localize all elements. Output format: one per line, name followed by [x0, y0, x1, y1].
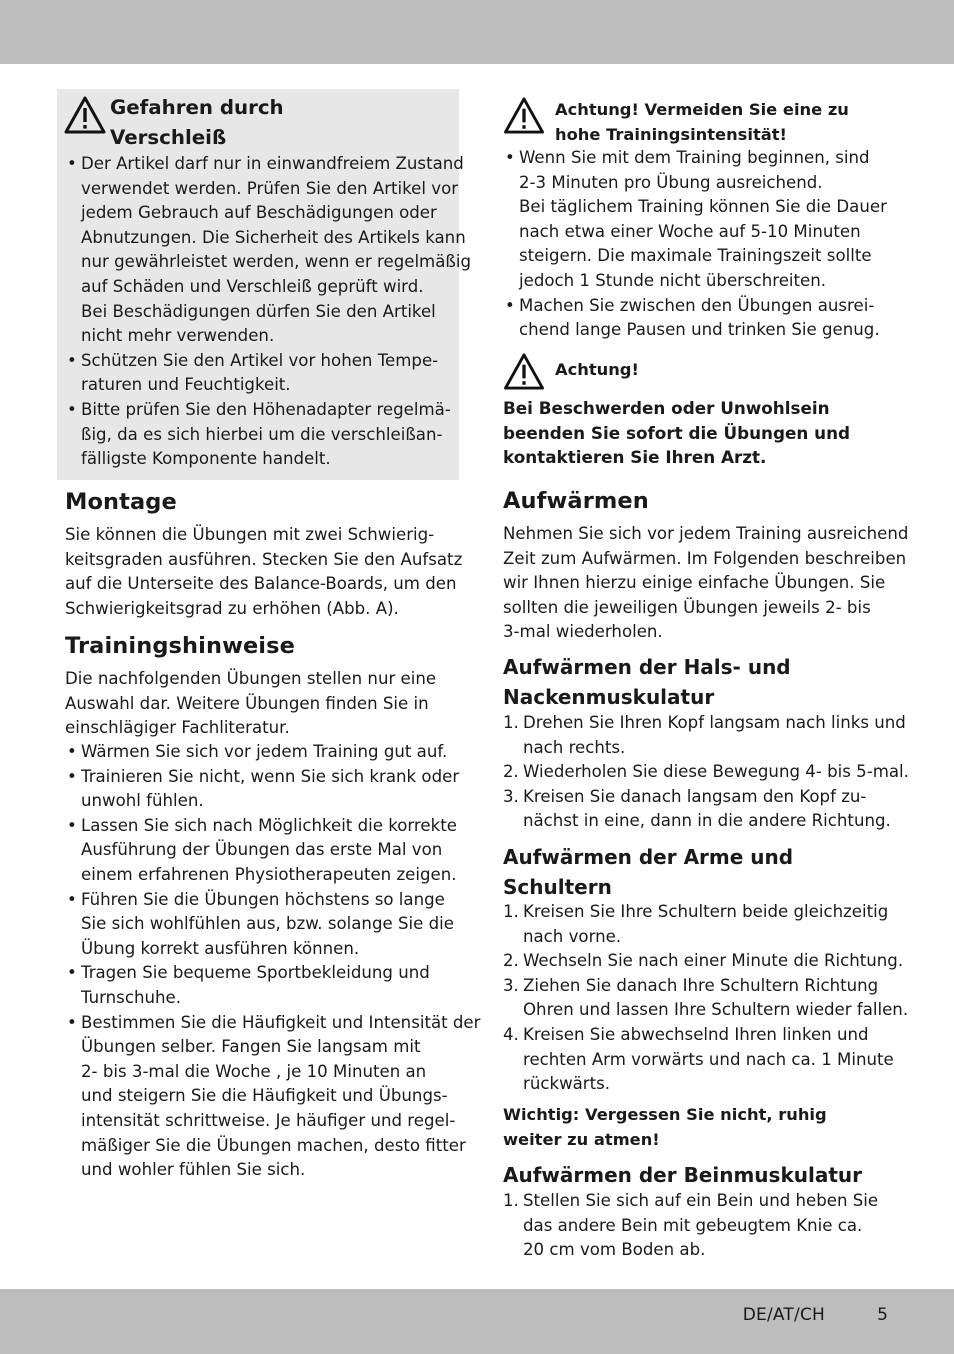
- caution-text: Bei Beschwerden oder Unwohlsein beenden Sie sofort die Übungen und kontaktieren Sie Ihren Arzt.: [503, 398, 851, 468]
- list-item: 3. Ziehen Sie danach Ihre Schultern Richtung Ohren und lassen Ihre Schultern wieder fallen.: [503, 975, 909, 1020]
- list-item: • Der Artikel darf nur in einwandfreiem Zustand verwendet werden. Prüfen Sie den Artikel vor jedem Gebrauch auf Beschädigungen oder Abnutzungen. Die Sicherheit des Artikels kann nur gewährleistet werden, wenn er regelmäßig auf Schäden und Verschleiß geprüft wird. Bei Beschädigungen dürfen Sie den Artikel nicht mehr verwenden.: [67, 154, 471, 346]
- list-item: 2. Wiederholen Sie diese Bewegung 4- bis 5-mal.: [503, 762, 909, 782]
- montage-heading: Montage: [65, 489, 177, 515]
- legs-heading: Aufwärmen der Beinmuskulatur: [503, 1163, 863, 1187]
- list-item: • Machen Sie zwischen den Übungen ausrei- chend lange Pausen und trinken Sie genug.: [505, 295, 880, 340]
- arms-heading: Aufwärmen der Arme und Schultern: [503, 845, 794, 899]
- footer-region: DE/AT/CH: [742, 1305, 825, 1325]
- header-band: [0, 0, 954, 64]
- arms-list: [503, 900, 909, 1097]
- warmup-text: Nehmen Sie sich vor jedem Training ausreichend Zeit zum Aufwärmen. Im Folgenden beschreiben wir Ihnen hierzu einige einfache Übungen. Sie sollten die jeweiligen Übungen jeweils 2- bis 3-mal wiederholen.: [503, 524, 909, 642]
- wear-list: [65, 152, 471, 472]
- warning-triangle-icon: [64, 96, 106, 134]
- caution-title: Achtung!: [555, 360, 639, 379]
- list-item: 2. Wechseln Sie nach einer Minute die Richtung.: [503, 951, 904, 971]
- training-heading: Trainingshinweise: [65, 633, 295, 659]
- list-item: • Lassen Sie sich nach Möglichkeit die korrekte Ausführung der Übungen das erste Mal von einem erfahrenen Physiotherapeuten zeigen.: [67, 815, 457, 884]
- warmup-heading: Aufwärmen: [503, 488, 649, 514]
- neck-heading: Aufwärmen der Hals- und Nackenmuskulatur: [503, 655, 791, 709]
- montage-text: Sie können die Übungen mit zwei Schwierig- keitsgraden ausführen. Stecken Sie den Aufsatz auf die Unterseite des Balance-Boards, um den Schwierigkeitsgrad zu erhöhen (Abb. A).: [65, 525, 463, 618]
- breathing-note: Wichtig: Vergessen Sie nicht, ruhig weiter zu atmen!: [503, 1105, 827, 1149]
- legs-list: [503, 1189, 898, 1263]
- warning-triangle-icon: [503, 97, 545, 134]
- list-item: • Wärmen Sie sich vor jedem Training gut auf.: [67, 742, 448, 761]
- list-item: 1. Kreisen Sie Ihre Schultern beide gleichzeitig nach vorne.: [503, 902, 889, 946]
- list-item: • Schützen Sie den Artikel vor hohen Tempe- raturen und Feuchtigkeit.: [67, 350, 439, 395]
- training-intro: Die nachfolgenden Übungen stellen nur eine Auswahl dar. Weitere Übungen finden Sie in einschlägiger Fachliteratur.: [65, 669, 437, 738]
- warning-triangle-icon: [503, 353, 545, 390]
- wear-title: Gefahren durch Verschleiß: [110, 96, 284, 149]
- list-item: • Bitte prüfen Sie den Höhenadapter regelmä- ßig, da es sich hierbei um die verschleißan- fälligste Komponente handelt.: [67, 399, 451, 469]
- page-number: 5: [877, 1305, 888, 1325]
- list-item: • Bestimmen Sie die Häufigkeit und Intensität der Übungen selber. Fangen Sie langsam mit 2- bis 3-mal die Woche , je 10 Minuten an und steigern Sie die Häufigkeit und Übungs- intensität schrittweise. Je häufiger und regel- mäßiger Sie die Übungen machen, desto fitter und wohler fühlen Sie sich.: [67, 1012, 481, 1180]
- list-item: 3. Kreisen Sie danach langsam den Kopf zu- nächst in eine, dann in die andere Richtung.: [503, 786, 891, 831]
- list-item: 4. Kreisen Sie abwechselnd Ihren linken und rechten Arm vorwärts und nach ca. 1 Minute rückwärts.: [503, 1024, 894, 1094]
- intensity-title: Achtung! Vermeiden Sie eine zu hohe Trainingsintensität!: [555, 100, 849, 144]
- intensity-list: [503, 146, 898, 343]
- list-item: • Wenn Sie mit dem Training beginnen, sind 2-3 Minuten pro Übung ausreichend. Bei täglichem Training können Sie die Dauer nach etwa einer Woche auf 5-10 Minuten steigern. Die maximale Trainingszeit sollte jedoch 1 Stunde nicht überschreiten.: [505, 148, 887, 290]
- list-item: 1. Stellen Sie sich auf ein Bein und heben Sie das andere Bein mit gebeugtem Knie ca. 20 cm vom Boden ab.: [503, 1191, 879, 1260]
- list-item: • Tragen Sie bequeme Sportbekleidung und Turnschuhe.: [67, 963, 430, 1007]
- list-item: • Führen Sie die Übungen höchstens so lange Sie sich wohlfühlen aus, bzw. solange Sie die Übung korrekt ausführen können.: [67, 889, 454, 958]
- training-list: [65, 740, 481, 1183]
- neck-list: [503, 711, 909, 834]
- list-item: • Trainieren Sie nicht, wenn Sie sich krank oder unwohl fühlen.: [67, 766, 460, 811]
- list-item: 1. Drehen Sie Ihren Kopf langsam nach links und nach rechts.: [503, 713, 906, 757]
